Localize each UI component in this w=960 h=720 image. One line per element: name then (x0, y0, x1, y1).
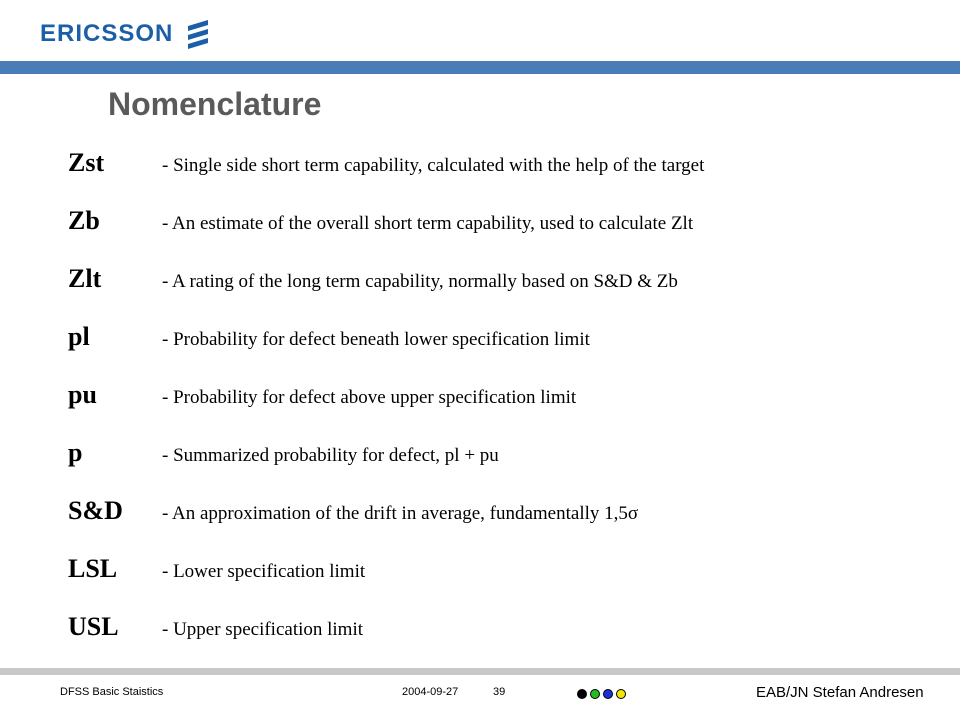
logo-text: ERICSSON (40, 20, 174, 47)
black-dot-icon (577, 689, 587, 699)
term-definition: - Single side short term capability, calculated with the help of the target (162, 155, 705, 176)
ericsson-wave-icon (185, 18, 211, 50)
term-definition: - A rating of the long term capability, normally based on S&D & Zb (162, 271, 678, 292)
ericsson-logo (40, 16, 211, 52)
term-definition: - An approximation of the drift in average, fundamentally 1,5σ (162, 503, 639, 524)
term-row (68, 264, 948, 322)
term-definition: - Probability for defect beneath lower specification limit (162, 329, 590, 350)
term-label: Zlt (68, 264, 102, 293)
term-label: p (68, 438, 83, 467)
term-row (68, 612, 948, 670)
term-definition: - Lower specification limit (162, 561, 366, 582)
slide-title: Nomenclature (108, 86, 322, 122)
green-dot-icon (590, 689, 600, 699)
term-list (68, 148, 948, 670)
footer-author: EAB/JN Stefan Andresen (756, 684, 924, 701)
page-number: 39 (493, 686, 506, 698)
term-label: LSL (68, 554, 118, 583)
yellow-dot-icon (616, 689, 626, 699)
term-label: pl (68, 322, 90, 351)
term-row (68, 496, 948, 554)
color-dots (577, 689, 626, 699)
footer-course: DFSS Basic Staistics (60, 686, 164, 698)
term-label: pu (68, 380, 97, 409)
term-definition: - Upper specification limit (162, 619, 364, 640)
term-label: S&D (68, 496, 123, 525)
header-bar (0, 61, 960, 74)
footer-bar (0, 668, 960, 675)
term-row (68, 206, 948, 264)
term-label: Zb (68, 206, 100, 235)
term-label: Zst (68, 148, 105, 177)
term-definition: - Probability for defect above upper specification limit (162, 387, 577, 408)
term-label: USL (68, 612, 119, 641)
footer-date: 2004-09-27 (402, 686, 459, 698)
term-definition: - An estimate of the overall short term capability, used to calculate Zlt (162, 213, 694, 234)
blue-dot-icon (603, 689, 613, 699)
term-row (68, 322, 948, 380)
term-definition: - Summarized probability for defect, pl + pu (162, 445, 499, 466)
term-row (68, 438, 948, 496)
term-row (68, 554, 948, 612)
term-row (68, 148, 948, 206)
term-row (68, 380, 948, 438)
